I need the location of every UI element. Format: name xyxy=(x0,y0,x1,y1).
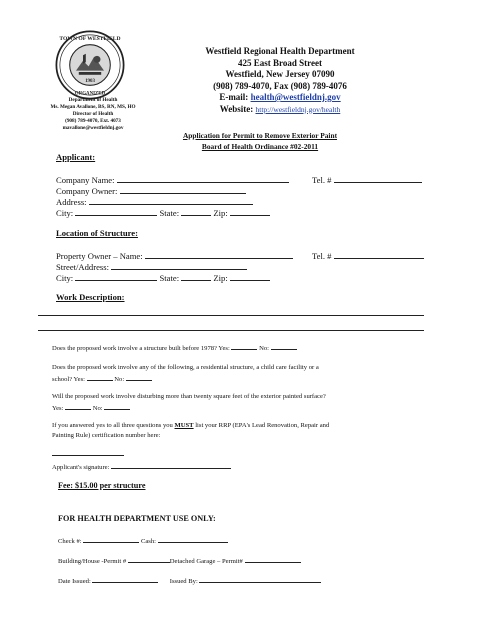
cash-field[interactable] xyxy=(158,536,228,543)
company-name-field[interactable] xyxy=(117,174,289,183)
question-2-text: Does the proposed work involve any of the following, a residential structure, a child care facility or a xyxy=(52,364,319,371)
garage-permit-label: Detached Garage – Permit# xyxy=(169,558,243,565)
question-4-text-post: list your RRP (EPA's Lead Renovation, Repair and xyxy=(193,422,330,429)
property-owner-field[interactable] xyxy=(145,250,293,259)
question-4-text: If you answered yes to all three questions you xyxy=(52,422,175,429)
location-zip-field[interactable] xyxy=(230,272,270,281)
location-city-field[interactable] xyxy=(75,272,157,281)
date-issued-field[interactable] xyxy=(92,576,158,583)
form-ordinance: Board of Health Ordinance #02-2011 xyxy=(201,142,319,151)
state-field[interactable] xyxy=(181,207,211,216)
address-label: Address: xyxy=(56,197,87,207)
email-link[interactable]: health@westfieldnj.gov xyxy=(250,92,341,102)
director-email: mavallone@westfieldnj.gov xyxy=(62,125,124,131)
company-name-label: Company Name: xyxy=(56,175,115,185)
dept-label: Department of Health xyxy=(68,97,118,103)
question-2-text-cont: school? Yes: xyxy=(52,376,85,383)
org-phone: (908) 789-4070, Fax (908) 789-4076 xyxy=(213,80,347,91)
building-permit-label: Building/House -Permit # xyxy=(58,558,127,565)
building-permit-field[interactable] xyxy=(128,556,170,563)
q1-yes-field[interactable] xyxy=(231,343,257,350)
q3-no-field[interactable] xyxy=(104,403,130,410)
fee-text: Fee: $15.00 per structure xyxy=(58,481,146,490)
org-city: Westfield, New Jersey 07090 xyxy=(225,69,335,79)
q1-no-label: No: xyxy=(259,345,270,352)
company-owner-field[interactable] xyxy=(120,185,246,194)
director-title: Director of Health xyxy=(72,111,114,117)
garage-permit-field[interactable] xyxy=(245,556,301,563)
location-city-label: City: xyxy=(56,273,74,283)
property-tel-field[interactable] xyxy=(334,250,424,259)
check-number-field[interactable] xyxy=(83,536,139,543)
property-owner-label: Property Owner – Name: xyxy=(56,251,143,261)
issued-by-label: Issued By: xyxy=(169,578,198,585)
seal-text-top: TOWN OF WESTFIELD xyxy=(59,35,121,42)
q1-no-field[interactable] xyxy=(271,343,297,350)
check-label: Check #: xyxy=(58,538,82,545)
location-zip-label: Zip: xyxy=(213,273,228,283)
state-label: State: xyxy=(159,208,180,218)
q3-yes-field[interactable] xyxy=(65,403,91,410)
company-owner-label: Company Owner: xyxy=(56,186,118,196)
work-description-line-1[interactable] xyxy=(38,315,424,316)
zip-label: Zip: xyxy=(213,208,228,218)
seal-text-bottom: ORGANIZED xyxy=(74,91,106,97)
street-address-field[interactable] xyxy=(111,261,247,270)
location-state-field[interactable] xyxy=(181,272,211,281)
issued-by-field[interactable] xyxy=(199,576,321,583)
form-title: Application for Permit to Remove Exterior Paint xyxy=(182,131,338,140)
signature-field[interactable] xyxy=(111,462,231,469)
property-tel-label: Tel. # xyxy=(312,251,332,261)
org-street: 425 East Broad Street xyxy=(238,57,322,68)
must-emphasis: MUST xyxy=(174,422,194,429)
cash-label: Cash: xyxy=(140,538,156,545)
city-label: City: xyxy=(56,208,74,218)
q2-yes-field[interactable] xyxy=(87,374,113,381)
website-label: Website: xyxy=(219,103,254,114)
signature-label: Applicant's signature: xyxy=(52,464,110,471)
address-field[interactable] xyxy=(89,196,253,205)
date-issued-label: Date Issued: xyxy=(58,578,91,585)
q3-no-label: No: xyxy=(92,405,103,412)
applicant-tel-field[interactable] xyxy=(334,174,422,183)
director-contact-block xyxy=(38,97,148,132)
location-state-label: State: xyxy=(159,273,180,283)
town-seal-logo xyxy=(55,30,125,100)
q3-yes-label: Yes: xyxy=(52,405,64,412)
work-description-heading: Work Description: xyxy=(56,292,125,302)
rrp-certification-field[interactable] xyxy=(52,449,124,456)
website-link[interactable]: http://westfieldnj.gov/health xyxy=(255,104,341,114)
q2-no-label: No: xyxy=(114,376,125,383)
applicant-heading: Applicant: xyxy=(56,152,96,162)
q2-no-field[interactable] xyxy=(126,374,152,381)
department-header xyxy=(185,46,375,115)
seal-year: 1903 xyxy=(85,78,95,84)
work-description-line-2[interactable] xyxy=(38,330,424,331)
city-field[interactable] xyxy=(75,207,157,216)
org-name: Westfield Regional Health Department xyxy=(205,46,355,56)
applicant-tel-label: Tel. # xyxy=(312,175,332,185)
question-4-text-cont: Painting Rule) certification number here: xyxy=(52,432,161,439)
zip-field[interactable] xyxy=(230,207,270,216)
location-heading: Location of Structure: xyxy=(56,228,138,238)
street-address-label: Street/Address: xyxy=(56,262,109,272)
director-phone: (908) 789-4070, Ext. 4073 xyxy=(65,118,121,124)
director-name: Ms. Megan Avallone, BS, RN, MS, HO xyxy=(50,104,136,110)
office-use-heading: FOR HEALTH DEPARTMENT USE ONLY: xyxy=(58,514,216,523)
email-label: E-mail: xyxy=(219,92,249,102)
question-1-text: Does the proposed work involve a structure built before 1978? Yes: xyxy=(52,345,230,352)
question-3-text: Will the proposed work involve disturbing more than twenty square feet of the exterior painted surface? xyxy=(52,393,326,400)
